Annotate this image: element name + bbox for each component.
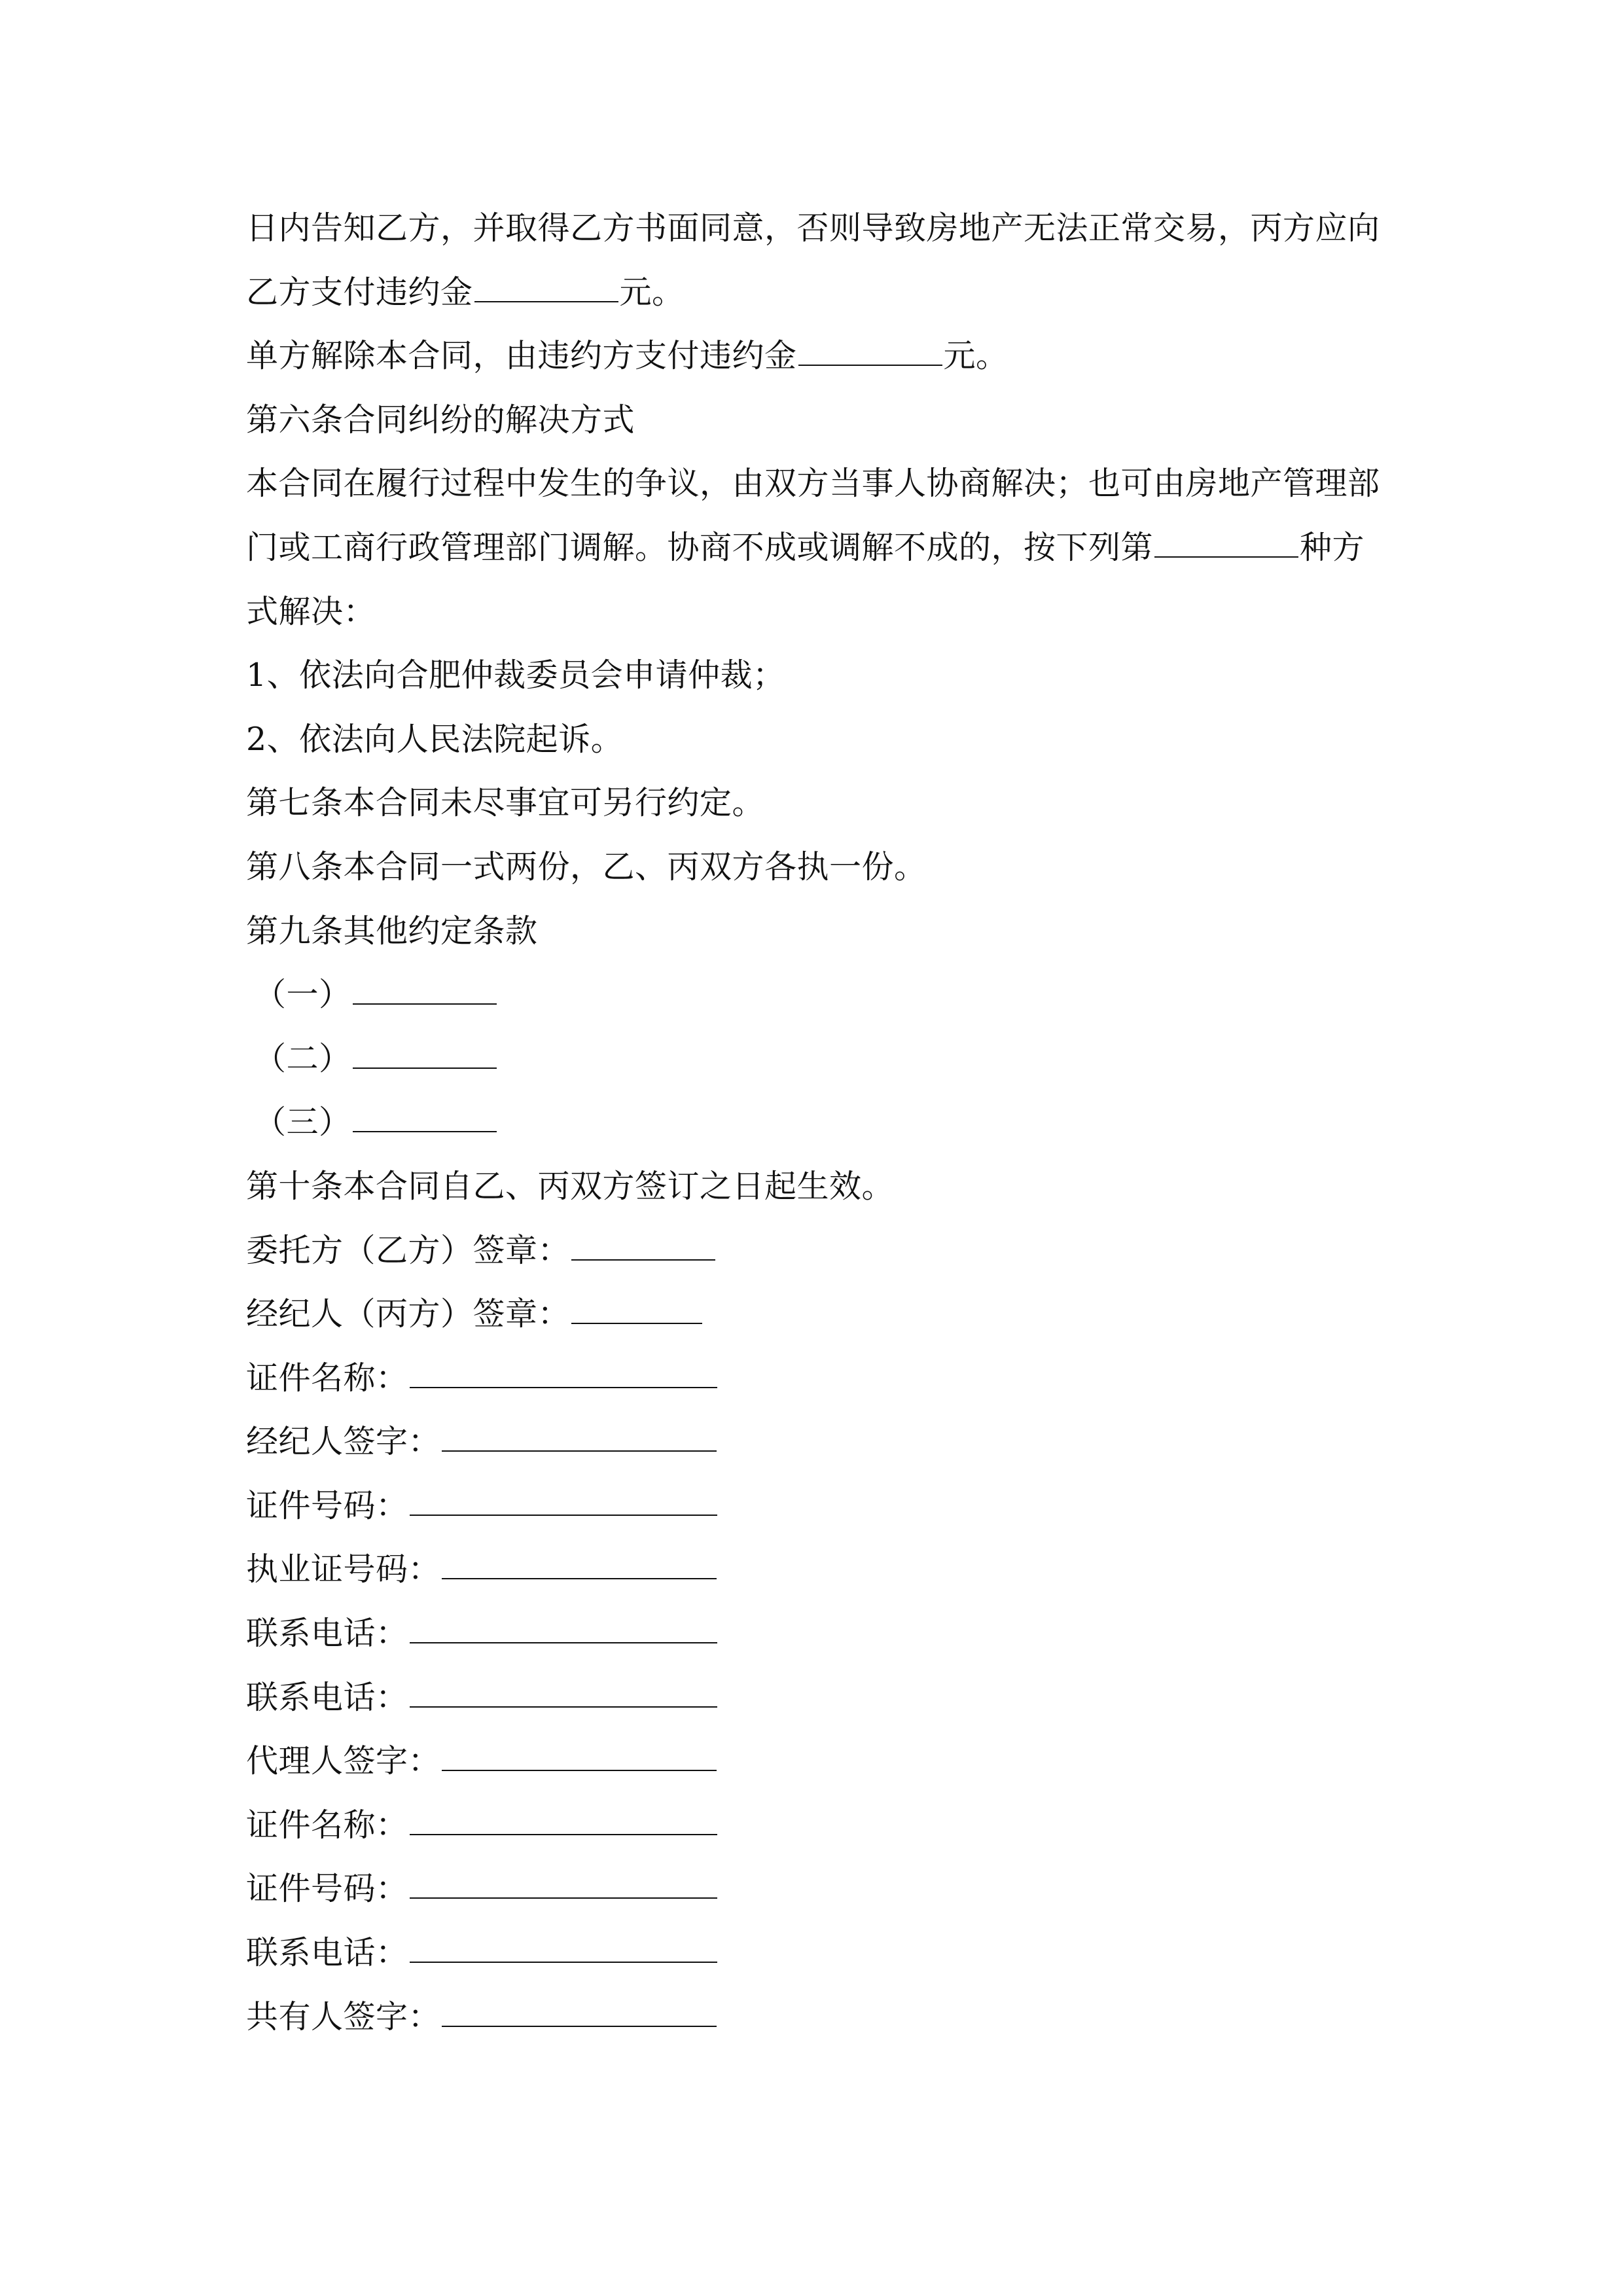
fill-in-blank[interactable] (442, 1729, 717, 1771)
document-line (246, 1666, 1378, 1730)
document-line (246, 1537, 1378, 1602)
document-line (246, 1602, 1378, 1666)
line-text: 第十条本合同自乙、丙双方签订之日起生效。 (246, 1167, 895, 1205)
document-line (246, 388, 1378, 452)
document-line (246, 1410, 1378, 1474)
fill-in-blank[interactable] (410, 1346, 717, 1388)
line-text: 共有人签字： (246, 1998, 441, 2036)
line-text: 证件名称： (246, 1359, 408, 1397)
line-text: 2、依法向人民法院起诉。 (246, 720, 624, 758)
line-text: 日内告知乙方，并取得乙方书面同意，否则导致房地产无法正常交易，丙方应向 (246, 209, 1380, 247)
line-text: 证件号码： (246, 1870, 408, 1908)
document-line (246, 1474, 1378, 1538)
document-line (246, 1921, 1378, 1985)
line-text: 经纪人（丙方）签章： (246, 1295, 571, 1333)
line-text: 证件号码： (246, 1486, 408, 1524)
line-text: （三） (254, 1103, 351, 1141)
line-suffix: 元。 (943, 337, 1008, 375)
fill-in-blank[interactable] (410, 1474, 717, 1516)
document-line (246, 1027, 1378, 1091)
line-text: 联系电话： (246, 1934, 408, 1972)
line-text: 乙方支付违约金 (246, 273, 473, 311)
fill-in-blank[interactable] (353, 1090, 497, 1132)
document-line (246, 1857, 1378, 1921)
line-text: （二） (254, 1039, 351, 1077)
document-line (246, 1155, 1378, 1219)
fill-in-blank[interactable] (474, 260, 618, 302)
fill-in-blank[interactable] (1154, 516, 1298, 558)
line-text: 联系电话： (246, 1678, 408, 1716)
fill-in-blank[interactable] (410, 1602, 717, 1643)
line-text: 式解决： (246, 592, 376, 630)
line-suffix: 种方 (1300, 528, 1365, 566)
fill-in-blank[interactable] (571, 1282, 702, 1324)
document-line (246, 452, 1378, 516)
fill-in-blank[interactable] (442, 1985, 717, 2027)
line-text: 证件名称： (246, 1806, 408, 1844)
line-text: 代理人签字： (246, 1742, 441, 1780)
fill-in-blank[interactable] (410, 1921, 717, 1963)
line-text: 本合同在履行过程中发生的争议，由双方当事人协商解决；也可由房地产管理部 (246, 465, 1380, 503)
document-line (246, 1729, 1378, 1793)
document-body (246, 196, 1378, 2049)
document-line (246, 1090, 1378, 1155)
line-text: （一） (254, 976, 351, 1014)
line-text: 第八条本合同一式两份，乙、丙双方各执一份。 (246, 848, 927, 886)
fill-in-blank[interactable] (442, 1537, 717, 1579)
line-text: 经纪人签字： (246, 1423, 441, 1461)
document-line (246, 516, 1378, 580)
line-text: 1、依法向合肥仲裁委员会申请仲裁； (246, 656, 785, 694)
document-line (246, 1985, 1378, 2049)
document-line (246, 771, 1378, 835)
fill-in-blank[interactable] (798, 324, 942, 366)
document-line (246, 835, 1378, 899)
document-line (246, 708, 1378, 772)
line-text: 第六条合同纠纷的解决方式 (246, 401, 635, 439)
line-text: 第七条本合同未尽事宜可另行约定。 (246, 784, 765, 822)
fill-in-blank[interactable] (410, 1666, 717, 1708)
document-line (246, 260, 1378, 325)
line-text: 联系电话： (246, 1615, 408, 1653)
document-line (246, 1219, 1378, 1283)
document-line (246, 643, 1378, 708)
document-line (246, 580, 1378, 644)
line-text: 执业证号码： (246, 1551, 441, 1588)
fill-in-blank[interactable] (410, 1793, 717, 1835)
fill-in-blank[interactable] (353, 963, 497, 1005)
fill-in-blank[interactable] (571, 1219, 715, 1261)
document-line (246, 963, 1378, 1027)
line-text: 门或工商行政管理部门调解。协商不成或调解不成的，按下列第 (246, 528, 1154, 566)
document-line (246, 1793, 1378, 1857)
document-line (246, 1346, 1378, 1410)
document-line (246, 899, 1378, 963)
document-line (246, 324, 1378, 388)
fill-in-blank[interactable] (353, 1027, 497, 1069)
line-text: 单方解除本合同，由违约方支付违约金 (246, 337, 797, 375)
fill-in-blank[interactable] (410, 1857, 717, 1899)
line-suffix: 元。 (619, 273, 685, 311)
document-line (246, 1282, 1378, 1346)
line-text: 委托方（乙方）签章： (246, 1231, 571, 1269)
line-text: 第九条其他约定条款 (246, 912, 538, 950)
document-line (246, 196, 1378, 260)
fill-in-blank[interactable] (442, 1410, 717, 1452)
